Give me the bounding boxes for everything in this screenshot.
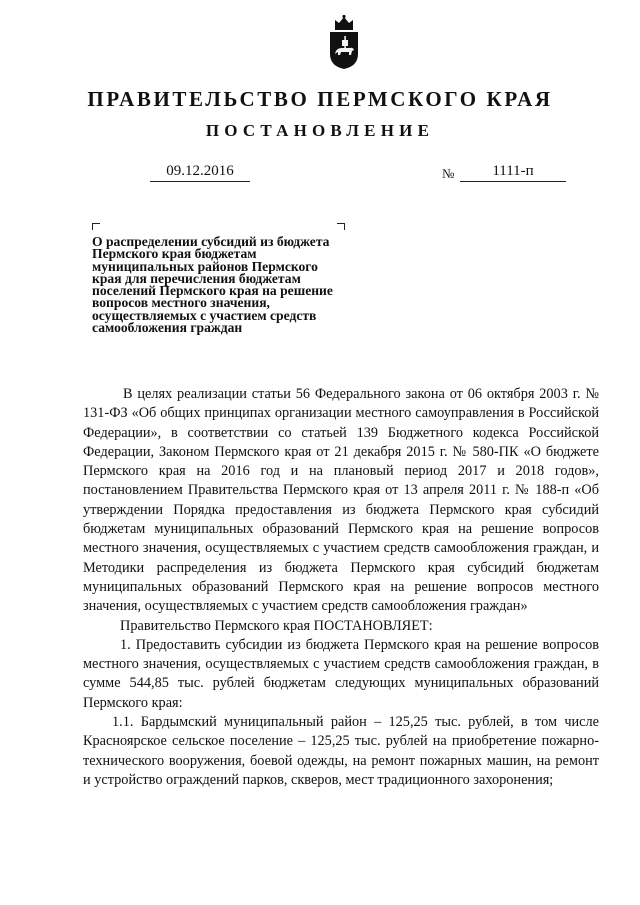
document-type: ПОСТАНОВЛЕНИЕ (205, 121, 435, 140)
document-subject (92, 236, 392, 334)
subject-line: края для перечисления бюджетам (92, 270, 301, 286)
subject-line: Пермского края бюджетам (92, 246, 257, 262)
preamble-paragraph: В целях реализации статьи 56 Федерального закона от 06 октября 2003 г. № 131-ФЗ «Об общих принципах организации местного самоуправления в Российской Федерации», в соответствии со статьей 139 Бюджетного кодекса Российской Федерации, Законом Пермского края от 21 декабря 2015 г. № 580-ПК «О бюджете Пермского края на 2016 год и на плановый период 2017 и 2018 годов», постановлением Правительства Пермского края от 13 апреля 2011 г. № 188-п «Об утверждении Порядка предоставления из бюджета Пермского края субсидий бюджетам муниципальных образований Пермского края на решение вопросов местного значения, осуществляемых с участием средств самообложения граждан, и Методики распределения из бюджета Пермского края субсидий бюджетам муниципальных образований Пермского края на решение вопросов местного значения, осуществляемых с участием средств самообложения граждан» (83, 386, 599, 615)
document-date: 09.12.2016 (150, 163, 250, 182)
subject-bracket-right (337, 223, 345, 230)
organization-title: ПРАВИТЕЛЬСТВО ПЕРМСКОГО КРАЯ (87, 87, 553, 111)
subject-line: О распределении субсидий из бюджета (92, 234, 330, 249)
coat-of-arms-icon (324, 14, 364, 70)
clause-1-paragraph: 1. Предоставить субсидии из бюджета Пермского края на решение вопросов местного значения, осуществляемых с участием средств самообложения граждан, в сумме 544,85 тыс. рублей бюджетам следующих муниципальных образований Пермского края: (83, 636, 599, 711)
subject-line: самообложения граждан (92, 320, 243, 336)
subject-line: вопросов местного значения, (92, 295, 270, 311)
subject-line: поселений Пермского края на решение (92, 283, 333, 299)
subject-line: муниципальных районов Пермского (92, 258, 318, 274)
subject-bracket-left (92, 223, 100, 230)
resolution-paragraph: Правительство Пермского края ПОСТАНОВЛЯЕТ: (120, 617, 433, 634)
document-body (83, 385, 599, 790)
subject-line: осуществляемых с участием средств (92, 307, 317, 323)
number-sign: № (442, 166, 455, 181)
document-number: 1111-п (460, 163, 566, 182)
clause-1-1-paragraph: 1.1. Бардымский муниципальный район – 125,25 тыс. рублей, в том числе Красноярское сельское поселение – 125,25 тыс. рублей на приобретение пожарно-технического вооружения, боевой одежды, на ремонт пожарных машин, на ремонт и устройство ограждений парков, скверов, мест традиционного захоронения; (83, 714, 599, 788)
